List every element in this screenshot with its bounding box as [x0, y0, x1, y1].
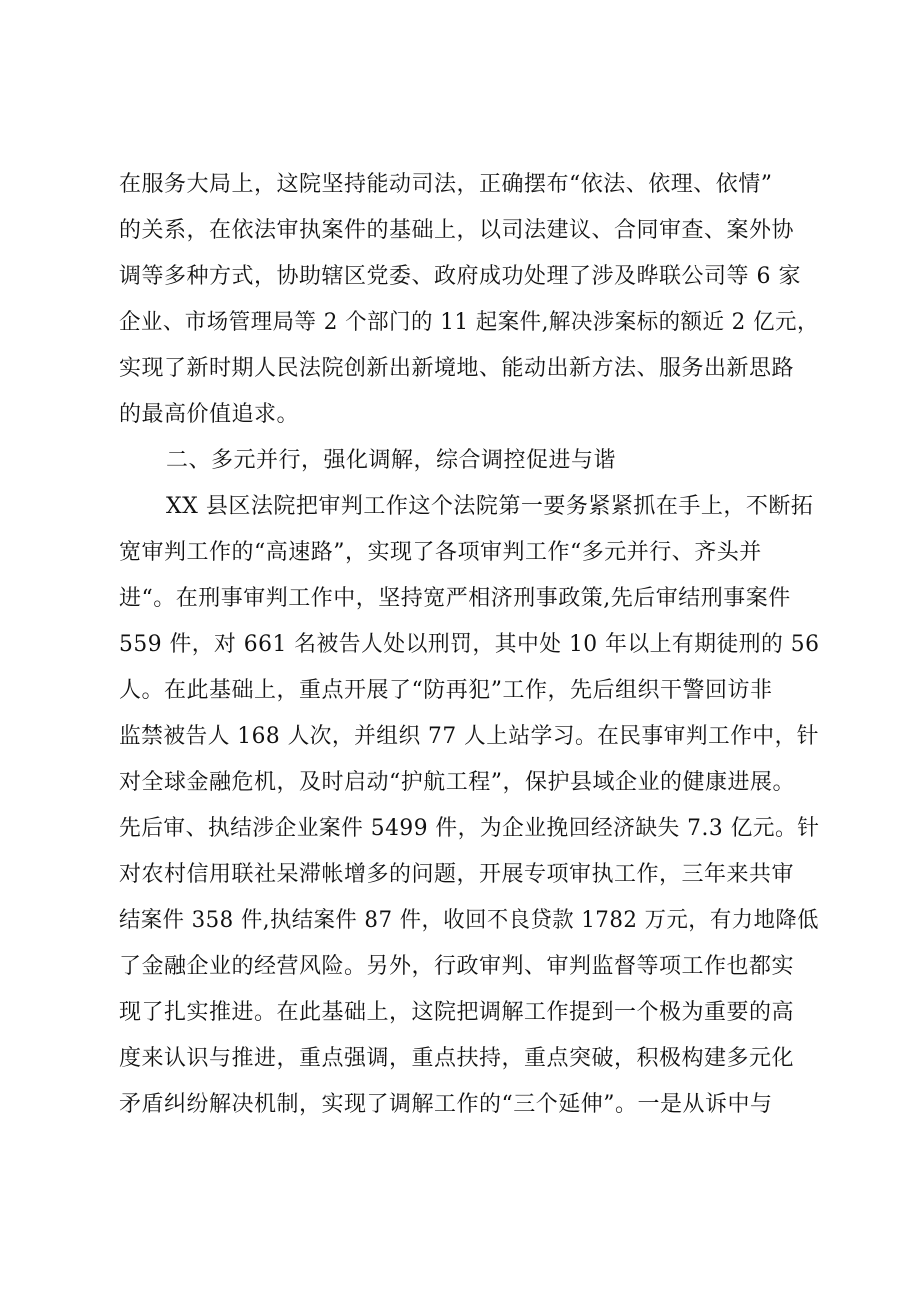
text-line: 现了扎实推进。在此基础上，这院把调解工作提到一个极为重要的高: [119, 1000, 795, 1025]
text-line: XX 县区法院把审判工作这个法院第一要务紧紧抓在手上，不断拓: [166, 494, 814, 519]
text-line: 度来认识与推进，重点强调，重点扶持，重点突破，积极构建多元化: [119, 1046, 795, 1071]
text-line: 对农村信用联社呆滞帐增多的问题，开展专项审执工作，三年来共审: [119, 862, 795, 887]
text-line: 进“。在刑事审判工作中，坚持宽严相济刑事政策,先后审结刑事案件: [119, 586, 791, 611]
text-line: 先后审、执结涉企业案件 5499 件，为企业挽回经济缺失 7.3 亿元。针: [119, 816, 820, 841]
text-line: 559 件，对 661 名被告人处以刑罚，其中处 10 年以上有期徒刑的 56: [119, 632, 820, 657]
text-line: 企业、市场管理局等 2 个部门的 11 起案件,解决涉案标的额近 2 亿元，: [119, 310, 819, 335]
text-line: 的关系，在依法审执案件的基础上，以司法建议、合同审查、案外协: [119, 218, 795, 243]
section-heading: 二、多元并行，强化调解，综合调控促进与谐: [166, 448, 617, 473]
text-line: 的最高价值追求。: [119, 402, 300, 427]
text-line: 矛盾纠纷解决机制，实现了调解工作的“三个延伸”。一是从诉中与: [119, 1092, 773, 1117]
text-line: 结案件 358 件,执结案件 87 件，收回不良贷款 1782 万元，有力地降低: [119, 908, 819, 933]
text-line: 监禁被告人 168 人次，并组织 77 人上站学习。在民事审判工作中，针: [119, 724, 819, 749]
text-line: 宽审判工作的“高速路”，实现了各项审判工作“多元并行、齐头并: [119, 540, 762, 565]
text-line: 人。在此基础上，重点开展了“防再犯”工作，先后组织干警回访非: [119, 678, 773, 703]
text-line: 在服务大局上，这院坚持能动司法，正确摆布“依法、依理、依情”: [119, 172, 773, 197]
text-line: 了金融企业的经营风险。另外，行政审判、审判监督等项工作也都实: [119, 954, 795, 979]
text-line: 对全球金融危机，及时启动“护航工程”，保护县域企业的健康进展。: [119, 770, 795, 795]
text-line: 实现了新时期人民法院创新出新境地、能动出新方法、服务出新思路: [119, 356, 795, 381]
text-line: 调等多种方式，协助辖区党委、政府成功处理了涉及晔联公司等 6 家: [119, 264, 801, 289]
